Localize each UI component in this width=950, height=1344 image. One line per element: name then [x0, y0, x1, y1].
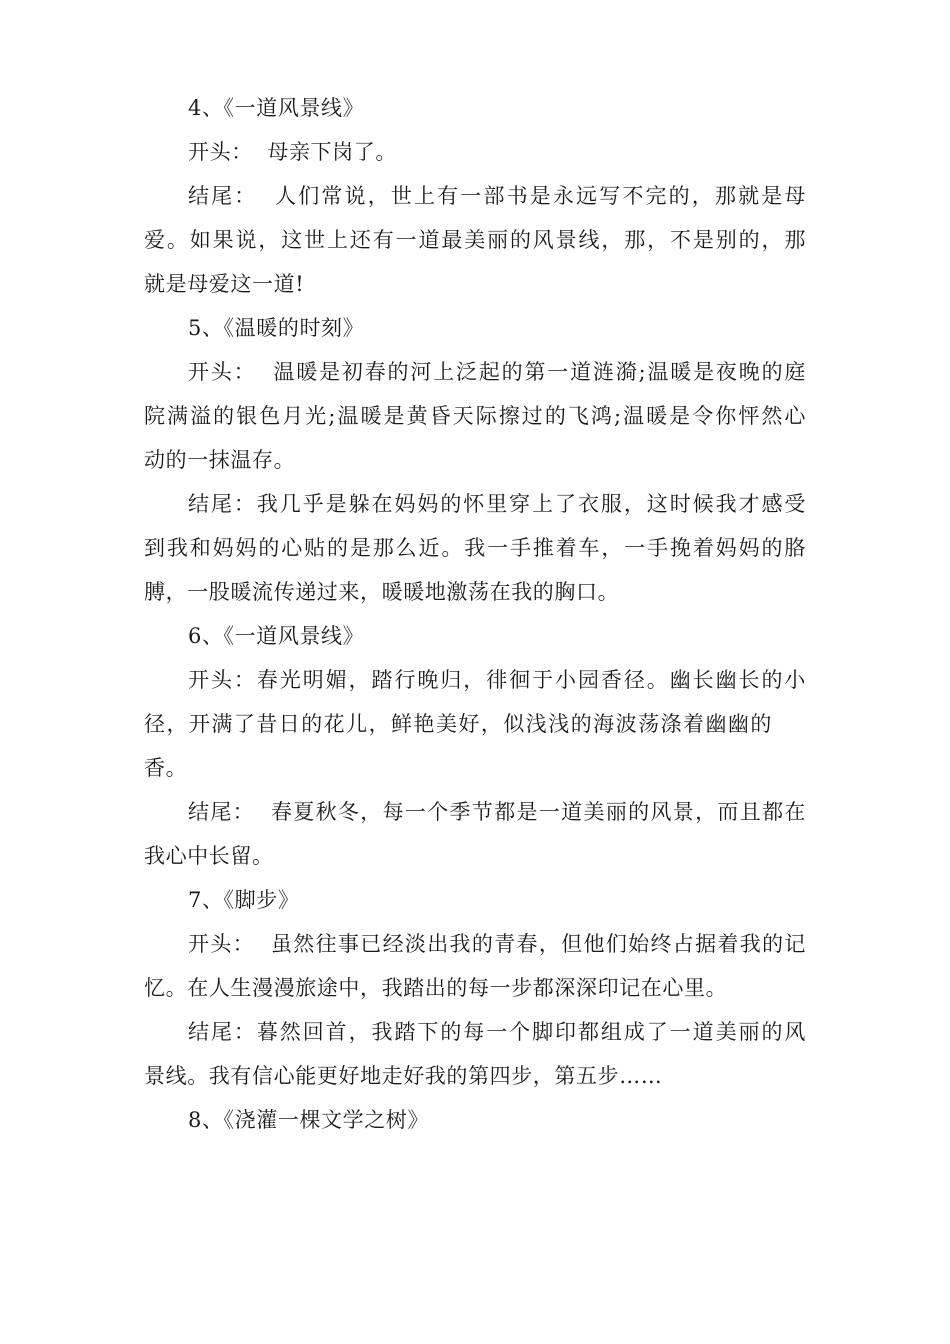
paragraph-text: 结尾：暮然回首，我踏下的每一个脚印都组成了一道美丽的风: [188, 1020, 806, 1044]
paragraph-text: 径，开满了昔日的花儿，鲜艳美好，似浅浅的海波荡涤着幽幽的: [144, 712, 772, 736]
paragraph-line: [0, 482, 950, 526]
paragraph-line: 忆。在人生漫漫旅途中，我踏出的每一步都深深印记在心里。: [144, 976, 728, 1000]
paragraph-line: 景线。我有信心能更好地走好我的第四步，第五步……: [144, 1064, 663, 1088]
heading-item-7: 7、《脚步》: [188, 888, 300, 912]
paragraph-text: 结尾： 人们常说，世上有一部书是永远写不完的，那就是母: [188, 184, 806, 208]
paragraph-text: 结尾： 春夏秋冬，每一个季节都是一道美丽的风景，而且都在: [188, 800, 806, 824]
paragraph-text: 爱。如果说，这世上还有一道最美丽的风景线，那，不是别的，那: [144, 228, 806, 252]
paragraph-line: [0, 922, 950, 966]
paragraph-line: 我心中长留。: [144, 844, 274, 868]
paragraph-text: 到我和妈妈的心贴的是那么近。我一手推着车，一手挽着妈妈的胳: [144, 536, 806, 560]
paragraph-line: [0, 526, 950, 570]
heading-item-5: 5、《温暖的时刻》: [188, 316, 365, 340]
paragraph-line: [0, 394, 950, 438]
paragraph-line: [0, 702, 950, 746]
paragraph-line: 香。: [144, 756, 188, 780]
paragraph-text: 开头： 虽然往事已经淡出我的青春，但他们始终占据着我的记: [188, 932, 806, 956]
paragraph-line: [0, 790, 950, 834]
paragraph-line: 动的一抹温存。: [144, 448, 296, 472]
paragraph-text: 开头： 温暖是初春的河上泛起的第一道涟漪;温暖是夜晚的庭: [188, 360, 806, 384]
paragraph-line: 就是母爱这一道!: [144, 272, 305, 296]
paragraph-text: 院满溢的银色月光;温暖是黄昏天际擦过的飞鸿;温暖是令你怦然心: [144, 404, 806, 428]
heading-item-8: 8、《浇灌一棵文学之树》: [188, 1108, 430, 1132]
paragraph-line: [0, 350, 950, 394]
paragraph-text: 开头：春光明媚，踏行晚归，徘徊于小园香径。幽长幽长的小: [188, 668, 806, 692]
paragraph-line: 开头： 母亲下岗了。: [188, 140, 397, 164]
heading-item-4: 4、《一道风景线》: [188, 96, 365, 120]
paragraph-line: [0, 1010, 950, 1054]
paragraph-line: [0, 658, 950, 702]
heading-item-6: 6、《一道风景线》: [188, 624, 365, 648]
paragraph-line: [0, 218, 950, 262]
paragraph-text: 结尾：我几乎是躲在妈妈的怀里穿上了衣服，这时候我才感受: [188, 492, 806, 516]
paragraph-line: 膊，一股暖流传递过来，暖暖地激荡在我的胸口。: [144, 580, 620, 604]
paragraph-line: [0, 174, 950, 218]
